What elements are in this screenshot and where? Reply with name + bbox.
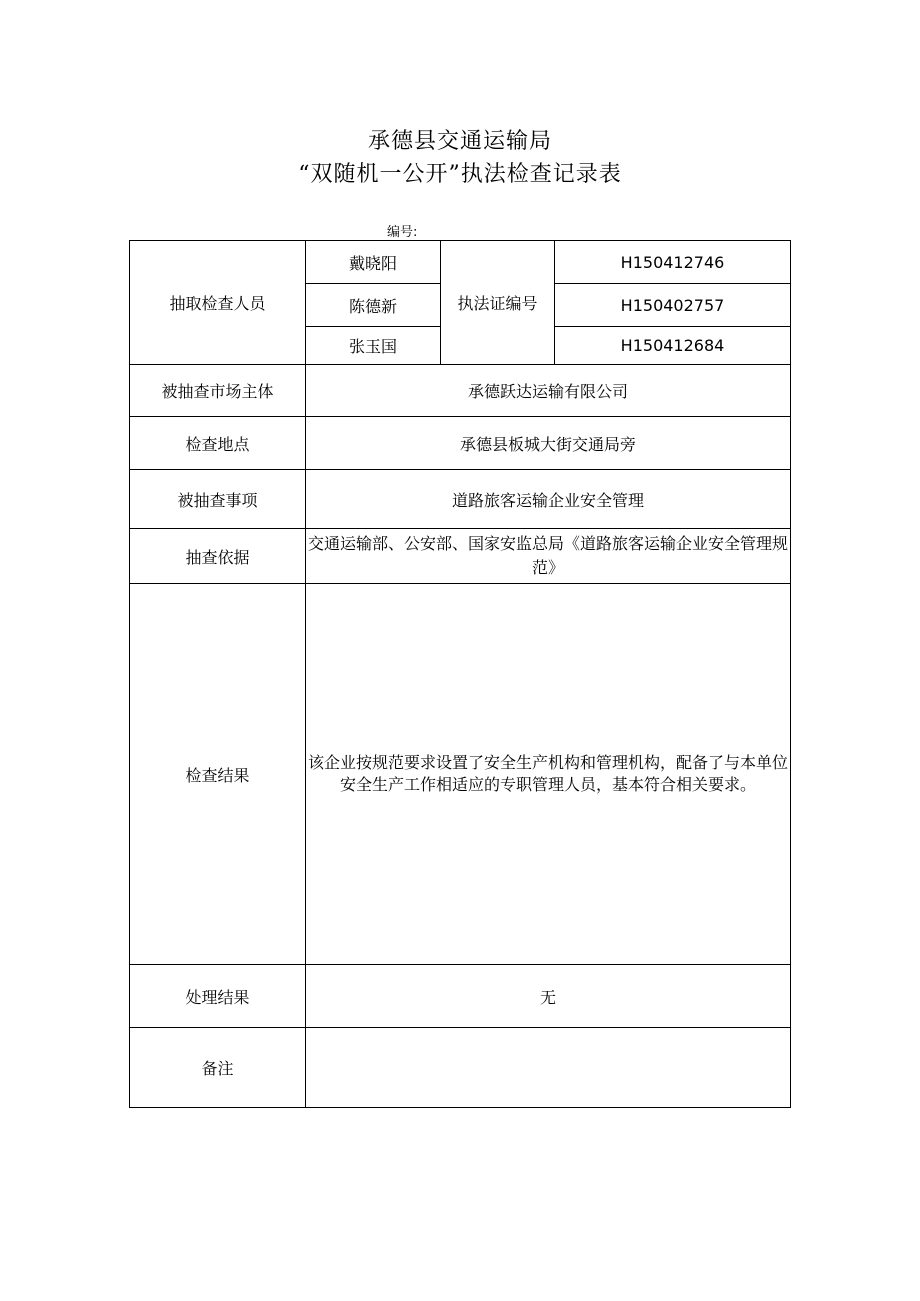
form-title: “双随机一公开”执法检查记录表 <box>298 162 622 187</box>
inspector-row <box>130 241 791 284</box>
inspection-record-table <box>129 240 791 1108</box>
basis-row <box>130 529 791 584</box>
subject-row <box>130 365 791 417</box>
result-value: 该企业按规范要求设置了安全生产机构和管理机构，配备了与本单位安全生产工作相适应的专职管理人员，基本符合相关要求。 <box>306 584 791 965</box>
handling-value: 无 <box>306 965 791 1028</box>
basis-label: 抽查依据 <box>130 529 306 584</box>
remarks-value <box>306 1028 791 1108</box>
cert-number-label: 执法证编号 <box>441 241 555 365</box>
item-row <box>130 470 791 529</box>
location-row <box>130 417 791 470</box>
result-label: 检查结果 <box>130 584 306 965</box>
subject-label: 被抽查市场主体 <box>130 365 306 417</box>
handling-row <box>130 965 791 1028</box>
inspectors-label: 抽取检查人员 <box>130 241 306 365</box>
remarks-label: 备注 <box>130 1028 306 1108</box>
cert-number: H150402757 <box>555 284 791 327</box>
remarks-row <box>130 1028 791 1108</box>
inspector-name: 张玉国 <box>306 327 441 365</box>
cert-number: H150412746 <box>555 241 791 284</box>
item-label: 被抽查事项 <box>130 470 306 529</box>
subject-value: 承德跃达运输有限公司 <box>306 365 791 417</box>
basis-value: 交通运输部、公安部、国家安监总局《道路旅客运输企业安全管理规范》 <box>306 529 791 584</box>
result-row <box>130 584 791 965</box>
inspector-name: 戴晓阳 <box>306 241 441 284</box>
location-label: 检查地点 <box>130 417 306 470</box>
cert-number: H150412684 <box>555 327 791 365</box>
inspector-name: 陈德新 <box>306 284 441 327</box>
agency-title: 承德县交通运输局 <box>367 129 552 154</box>
item-value: 道路旅客运输企业安全管理 <box>306 470 791 529</box>
location-value: 承德县板城大街交通局旁 <box>306 417 791 470</box>
handling-label: 处理结果 <box>130 965 306 1028</box>
serial-number-label: 编号: <box>387 225 418 240</box>
